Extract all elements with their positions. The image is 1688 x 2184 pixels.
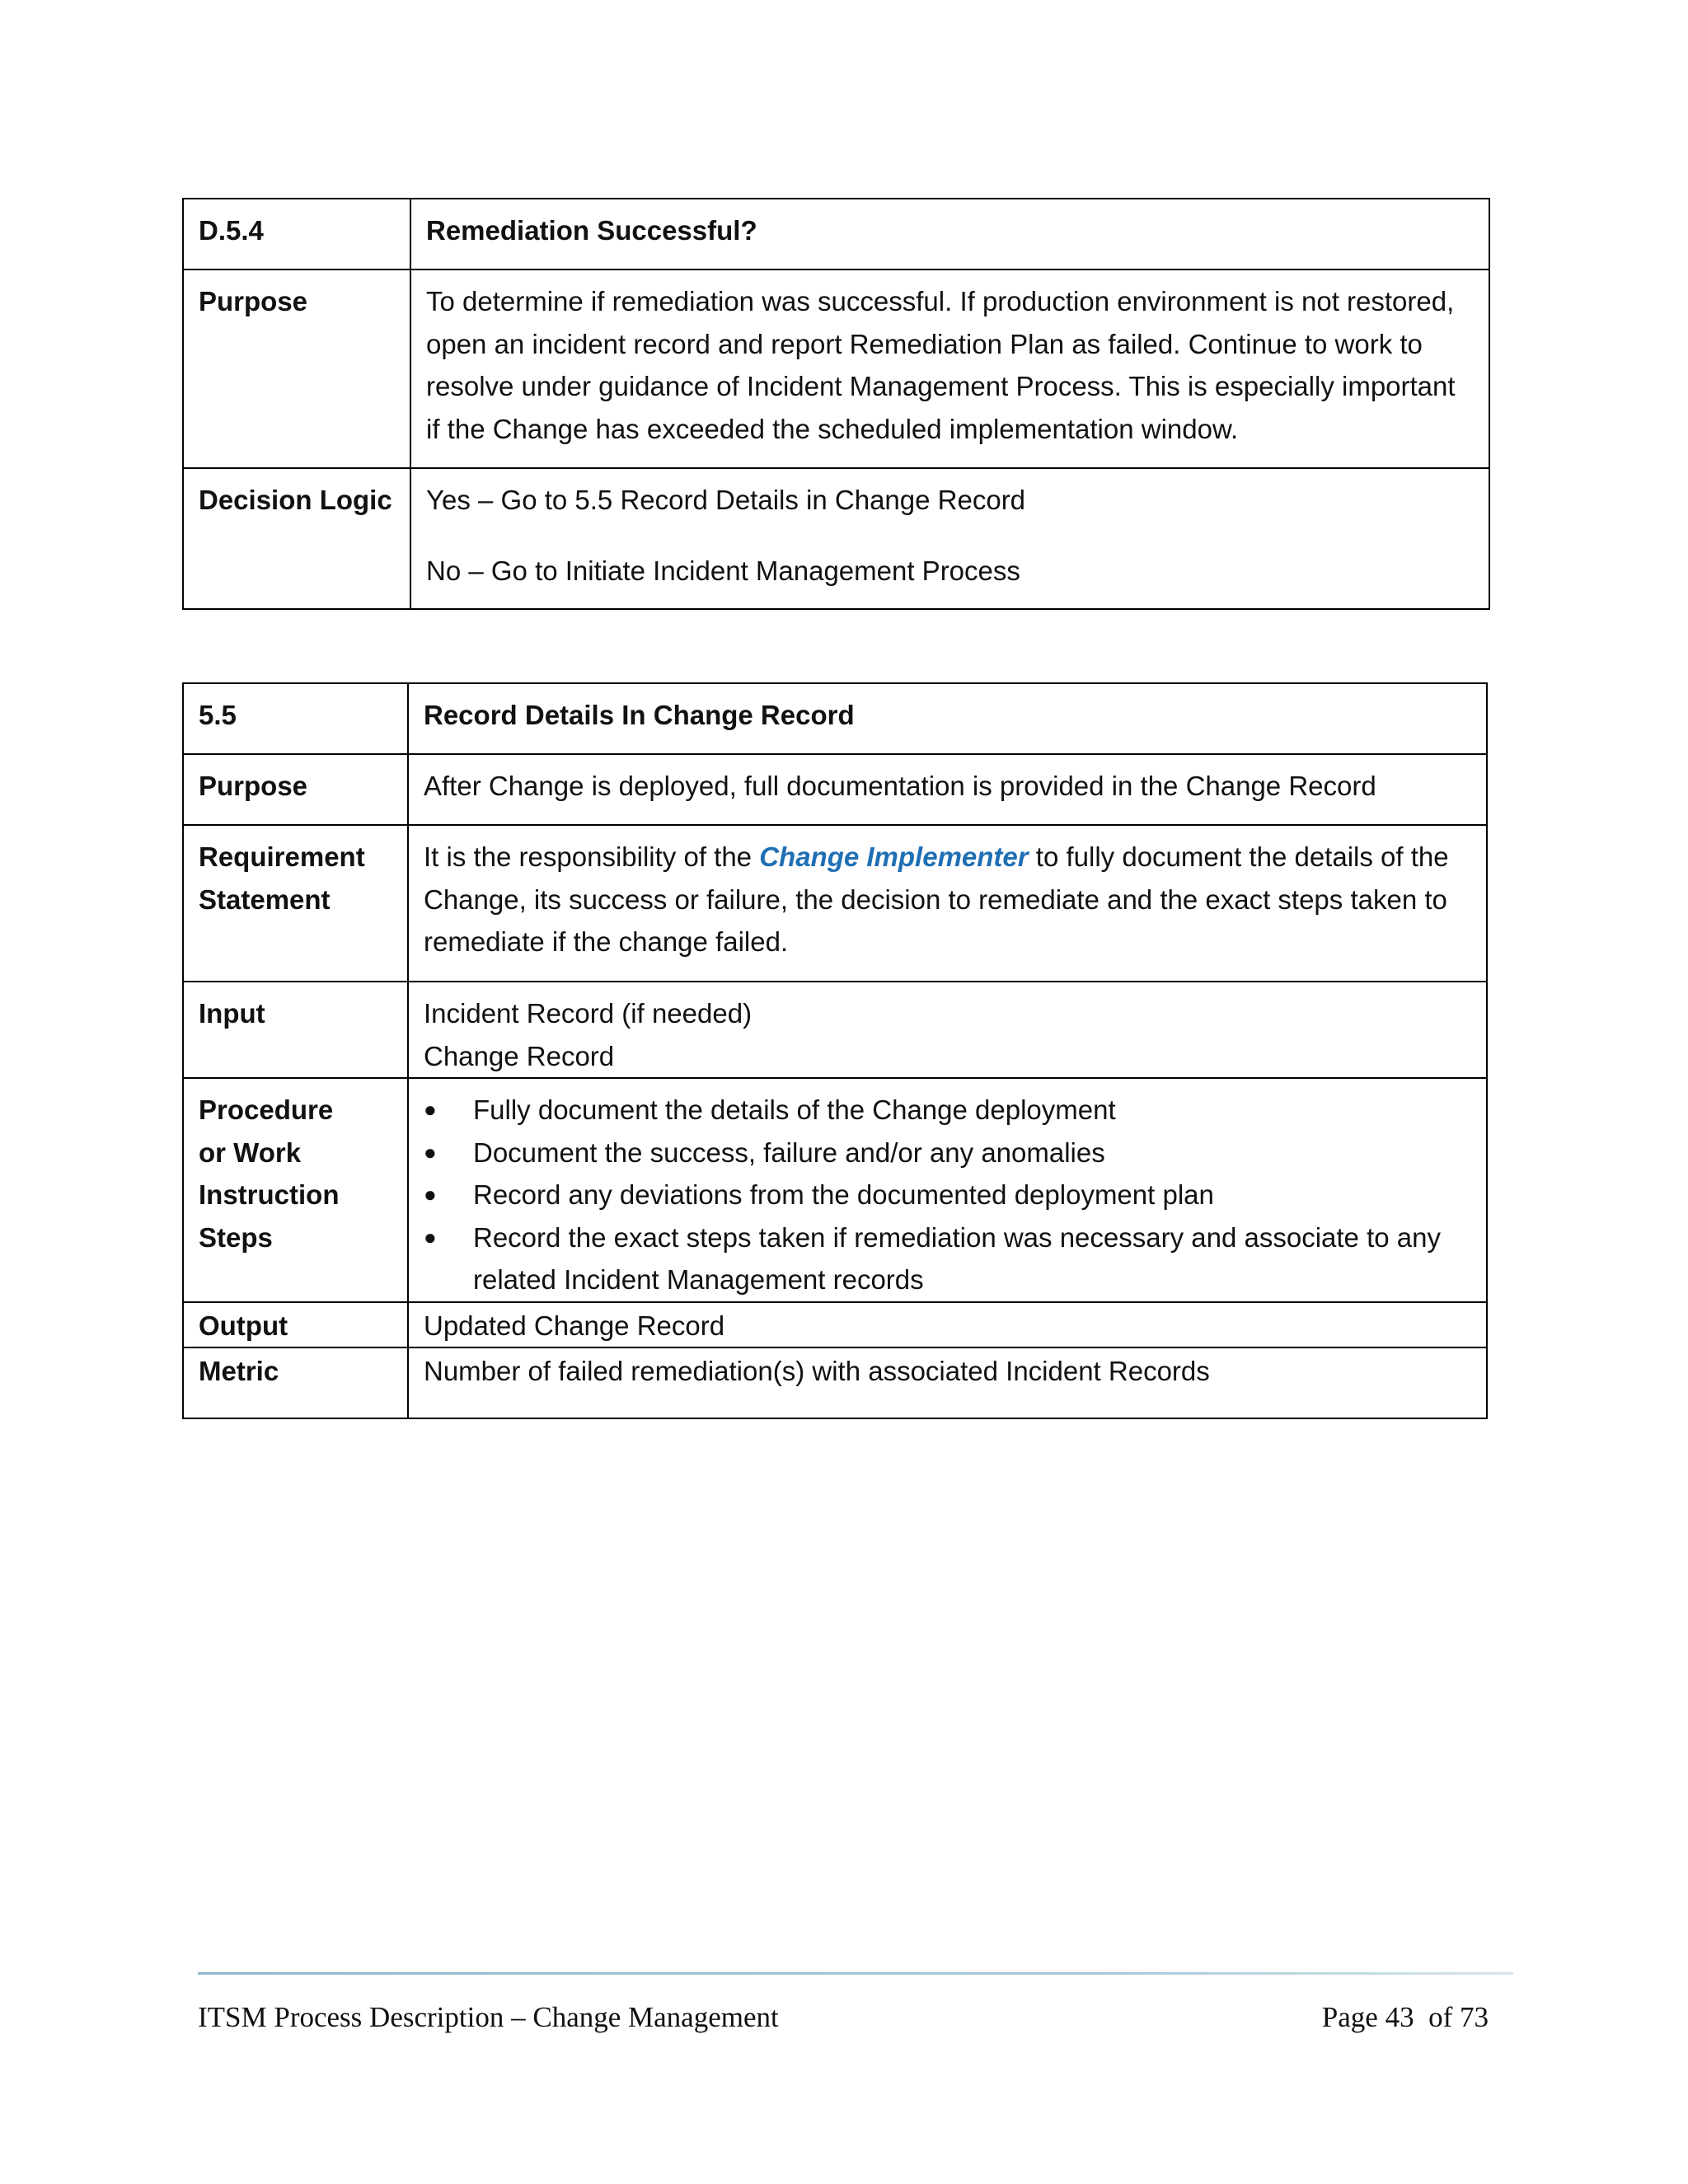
bullet-icon: ●: [424, 1182, 437, 1207]
table-row: [183, 1347, 1487, 1418]
decision-logic-cell: [410, 468, 1489, 609]
requirement-statement-label: Requirement Statement: [183, 825, 408, 982]
bullet-icon: ●: [424, 1097, 437, 1122]
table-row: [183, 468, 1489, 609]
section-id: 5.5: [183, 683, 408, 754]
decision-logic-label: Decision Logic: [183, 468, 410, 609]
table-row: [183, 199, 1489, 269]
bullet-icon: ●: [424, 1224, 437, 1249]
bullet-icon: ●: [424, 1139, 437, 1165]
list-item: ● Record any deviations from the documented deployment plan: [424, 1174, 1471, 1216]
table-row: [183, 1302, 1487, 1348]
requirement-statement-text: [408, 825, 1487, 982]
decision-yes: Yes – Go to 5.5 Record Details in Change Record: [426, 485, 1026, 515]
procedure-steps-cell: [408, 1078, 1487, 1302]
output-text: Updated Change Record: [408, 1302, 1487, 1348]
change-implementer-role: Change Implementer: [759, 841, 1029, 872]
table-row: [183, 683, 1487, 754]
input-item: Change Record: [424, 1040, 615, 1071]
table-row: [183, 982, 1487, 1078]
output-label: Output: [183, 1302, 408, 1348]
table-d54: [182, 198, 1490, 610]
footer-divider: [198, 1972, 1513, 1975]
section-id: D.5.4: [183, 199, 410, 269]
procedure-label: Procedure or Work Instruction Steps: [183, 1078, 408, 1302]
input-cell: [408, 982, 1487, 1078]
table-5-5: [182, 682, 1488, 1419]
purpose-label: Purpose: [183, 269, 410, 468]
purpose-label: Purpose: [183, 754, 408, 825]
section-title: Remediation Successful?: [410, 199, 1489, 269]
list-item: ● Document the success, failure and/or any anomalies: [424, 1132, 1471, 1174]
decision-no: No – Go to Initiate Incident Management Process: [426, 555, 1020, 586]
procedure-steps-list: [424, 1089, 1471, 1301]
table-row: [183, 269, 1489, 468]
input-item: Incident Record (if needed): [424, 998, 753, 1029]
table-row: [183, 825, 1487, 982]
list-item: ● Fully document the details of the Change deployment: [424, 1089, 1471, 1132]
input-label: Input: [183, 982, 408, 1078]
requirement-pre: It is the responsibility of the: [424, 841, 760, 872]
purpose-text: After Change is deployed, full documentation is provided in the Change Record: [408, 754, 1487, 825]
footer-page-number: Page 43 of 73: [1321, 2001, 1489, 2033]
table-row: [183, 754, 1487, 825]
requirement-post: to fully document the details of the Change, its success or failure, the decision to remediate and the exact steps taken to remediate if the change failed.: [424, 841, 1449, 957]
list-item: ● Record the exact steps taken if remediation was necessary and associate to any related Incident Management records: [424, 1216, 1471, 1301]
metric-label: Metric: [183, 1347, 408, 1418]
purpose-text: To determine if remediation was successful. If production environment is not restored, open an incident record and report Remediation Plan as failed. Continue to work to resolve under guidance of Incident Management Process. This is especially important if the Change has exceeded the scheduled implementation window.: [410, 269, 1489, 468]
table-row: [183, 1078, 1487, 1302]
section-title: Record Details In Change Record: [408, 683, 1487, 754]
footer-document-title: ITSM Process Description – Change Management: [198, 2001, 779, 2033]
metric-text: Number of failed remediation(s) with associated Incident Records: [408, 1347, 1487, 1418]
